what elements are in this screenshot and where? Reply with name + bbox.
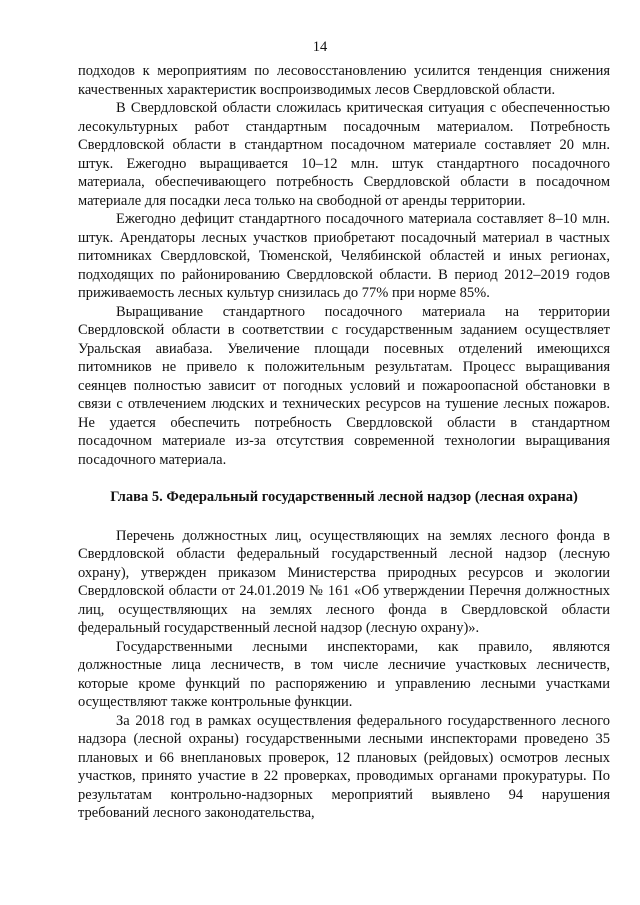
paragraph: В Свердловской области сложилась критическая ситуация с обеспеченностью лесокультурных работ стандартным посадочным материалом. Потребность Свердловской области в стандартном посадочном материале составляет 20 млн. штук. Ежегодно выращивается 10–12 млн. штук стандартного посадочного материала, обеспечивающего потребность Свердловской области в посадочном материале для посадки леса только на свободной от аренды территории. — [78, 100, 610, 209]
paragraph-continued: подходов к мероприятиям по лесовосстановлению усилится тенденция снижения качественных характеристик воспроизводимых лесов Свердловской области. — [78, 63, 610, 98]
chapter-heading: Глава 5. Федеральный государственный лесной надзор (лесная охрана) — [110, 489, 578, 505]
paragraph: Выращивание стандартного посадочного материала на территории Свердловской области в соответствии с государственным заданием осуществляет Уральская авиабаза. Увеличение площади посевных отделений имеющихся питомников не привело к положительным результатам. Процесс выращивания сеянцев полностью зависит от погодных условий и пожароопасной обстановки в связи с отвлечением людских и технических ресурсов на тушение лесных пожаров. Не удается обеспечить потребность Свердловской области в стандартном посадочном материале из-за отсутствия современной технологии выращивания посадочного материала. — [78, 303, 610, 468]
document-body — [78, 62, 610, 823]
paragraph: Ежегодно дефицит стандартного посадочного материала составляет 8–10 млн. штук. Арендаторы лесных участков приобретают посадочный материал в частных питомниках Свердловской, Тюменской, Челябинской областей и иных регионах, подходящих по районированию Свердловской области. В период 2012–2019 годов приживаемость лесных культур снизилась до 77% при норме 85%. — [78, 211, 610, 301]
paragraph: Государственными лесными инспекторами, как правило, являются должностные лица лесничеств, в том числе лесничие участковых лесничеств, которые кроме функций по распоряжению и управлению лесными участками осуществляют также контрольные функции. — [78, 638, 610, 710]
paragraph: За 2018 год в рамках осуществления федерального государственного лесного надзора (лесной охраны) государственными лесными инспекторами проведено 35 плановых и 66 внеплановых проверок, 12 плановых (рейдовых) осмотров лесных участков, принято участие в 22 проверках, проводимых органами прокуратуры. По результатам контрольно-надзорных мероприятий выявлено 94 нарушения требований лесного законодательства, — [78, 712, 610, 821]
page-number: 14 — [312, 39, 328, 55]
paragraph: Перечень должностных лиц, осуществляющих на землях лесного фонда в Свердловской области федеральный государственный лесной надзор (лесную охрану), утвержден приказом Министерства природных ресурсов и экологии Свердловской области от 24.01.2019 № 161 «Об утверждении Перечня должностных лиц, осуществляющих на землях лесного фонда в Свердловской области федеральный государственный лесной надзор (лесную охрану)». — [78, 527, 610, 636]
